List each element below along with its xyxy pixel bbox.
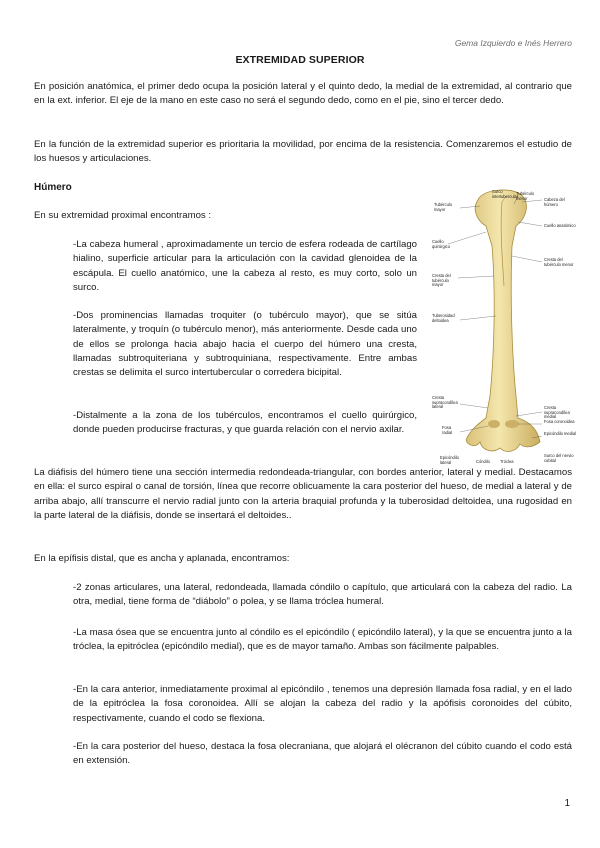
humerus-figure	[420, 186, 580, 472]
label-cuello-anatomico: Cuello anatómico	[544, 223, 576, 228]
label-fosa-coronoidea: Fosa coronoidea	[544, 419, 575, 424]
epifisis-item-fosas-anteriores: -En la cara anterior, inmediatamente proximal al epicóndilo , tenemos una depresión llamada fosa radial, y en el lado de la epitróclea la fosa coronoidea. Allí se alojan la cabeza del radio y la apófisis coronoides del cúbito, respectivamente, cuando el codo se flexiona.	[73, 684, 572, 724]
page-number: 1	[564, 798, 570, 809]
section-heading-humero: Húmero	[34, 182, 72, 193]
coronoid-fossa	[505, 420, 519, 428]
page-title: EXTREMIDAD SUPERIOR	[235, 54, 365, 66]
humero-item-cuello: -Distalmente a la zona de los tubérculos, encontramos el cuello quirúrgico, donde pueden producirse fracturas, y que guarda relación con el nervio axilar.	[73, 410, 417, 436]
label-tuberculo-menor: Tubérculo menor	[516, 191, 535, 201]
humero-lead: En su extremidad proximal encontramos :	[34, 210, 212, 221]
header-author: Gema Izquierdo e Inés Herrero	[454, 38, 572, 48]
label-cresta-supracondilea-medial: Cresta supracondílea medial	[544, 405, 570, 420]
intro-paragraph-2: En la función de la extremidad superior es prioritaria la movilidad, por encima de la resistencia. Comenzaremos el estudio de los huesos y articulaciones.	[34, 139, 572, 165]
humero-item-tuberculos: -Dos prominencias llamadas troquiter (o tubérculo mayor), que se sitúa lateralmente, y troquín (o tubérculo menor), más anteriormente. Desde cada uno de ellos se prolonga hacia abajo hacia el cuerpo del húmero una cresta, llamadas subtroquiteriana y subtroquiniana, respectivamente. Entre ambas crestas se delimita el surco intertubercular o corredera bicipital.	[73, 310, 417, 379]
radial-fossa	[488, 420, 500, 428]
label-epicondilo-lateral: Epicóndilo lateral	[440, 455, 459, 465]
intro-paragraph-1: En posición anatómica, el primer dedo ocupa la posición lateral y el quinto dedo, la medial de la extremidad, al contrario que en la ext. inferior. El eje de la mano en este caso no será el segundo dedo, como en el pie, sino el tercer dedo.	[34, 81, 572, 107]
label-epicondilo-medial: Epicóndilo medial	[544, 431, 577, 436]
epifisis-item-epicondilo: -La masa ósea que se encuentra junto al cóndilo es el epicóndilo ( epicóndilo lateral), y la que se encuentra junto a la tróclea, la epitróclea (epicóndilo medial), que es de mayor tamaño. Ambas son fácilmente palpables.	[73, 627, 572, 653]
label-cuello-quirurgico: Cuello quirúrgico	[432, 239, 450, 249]
diafisis-paragraph: La diáfisis del húmero tiene una sección intermedia redondeada-triangular, con bordes anterior, lateral y medial. Destacamos en ella: el surco espiral o canal de torsión, línea que recorre oblicuamente la cara posterior del hueso, de medial a lateral y de arriba abajo, allí transcurre el nervio radial junto con la arteria braquial profunda y la tuberosidad deltoidea, una rugosidad en la parte lateral de la diáfisis, donde se insertará el deltoides..	[34, 467, 572, 521]
label-troclea: Tróclea	[500, 459, 514, 464]
label-cresta-tuberculo-mayor: Cresta del tubérculo mayor	[432, 273, 451, 288]
label-cabeza-humero: Cabeza del húmero	[544, 197, 565, 207]
epifisis-item-fosa-olecraniana: -En la cara posterior del hueso, destaca la fosa olecraniana, que alojará el olécranon del cúbito cuando el codo está en extensión.	[73, 741, 572, 767]
humero-item-cabeza: -La cabeza humeral , aproximadamente un tercio de esfera rodeada de cartílago hialino, superficie articular para la articulación con la cavidad glenoidea de la escápula. El cuello anatómico, une la cabeza al resto, es muy corto, solo un surco.	[73, 239, 417, 293]
label-condilo: Cóndilo	[476, 459, 490, 464]
label-tuberculo-mayor: Tubérculo mayor	[434, 202, 453, 212]
label-cresta-tuberculo-menor: Cresta del tubérculo menor	[544, 257, 574, 267]
humerus-bone-shape	[466, 190, 540, 452]
label-cresta-supracondilea-lateral: Cresta supracondílea lateral	[432, 395, 458, 410]
epifisis-item-zonas: -2 zonas articulares, una lateral, redondeada, llamada cóndilo o capítulo, que articulará con la cabeza del radio. La otra, medial, tiene forma de “diábolo” o polea, y se llama tróclea humeral.	[73, 582, 572, 608]
label-fosa-radial: Fosa radial	[442, 425, 453, 435]
label-tuberosidad-deltoidea: Tuberosidad deltoidea	[432, 313, 455, 323]
label-surco-nervio-cubital: Surco del nervio cubital	[544, 453, 574, 463]
epifisis-lead: En la epífisis distal, que es ancha y aplanada, encontramos:	[34, 553, 290, 564]
label-surco-intertubercular: Surco intertubercular	[492, 189, 519, 199]
